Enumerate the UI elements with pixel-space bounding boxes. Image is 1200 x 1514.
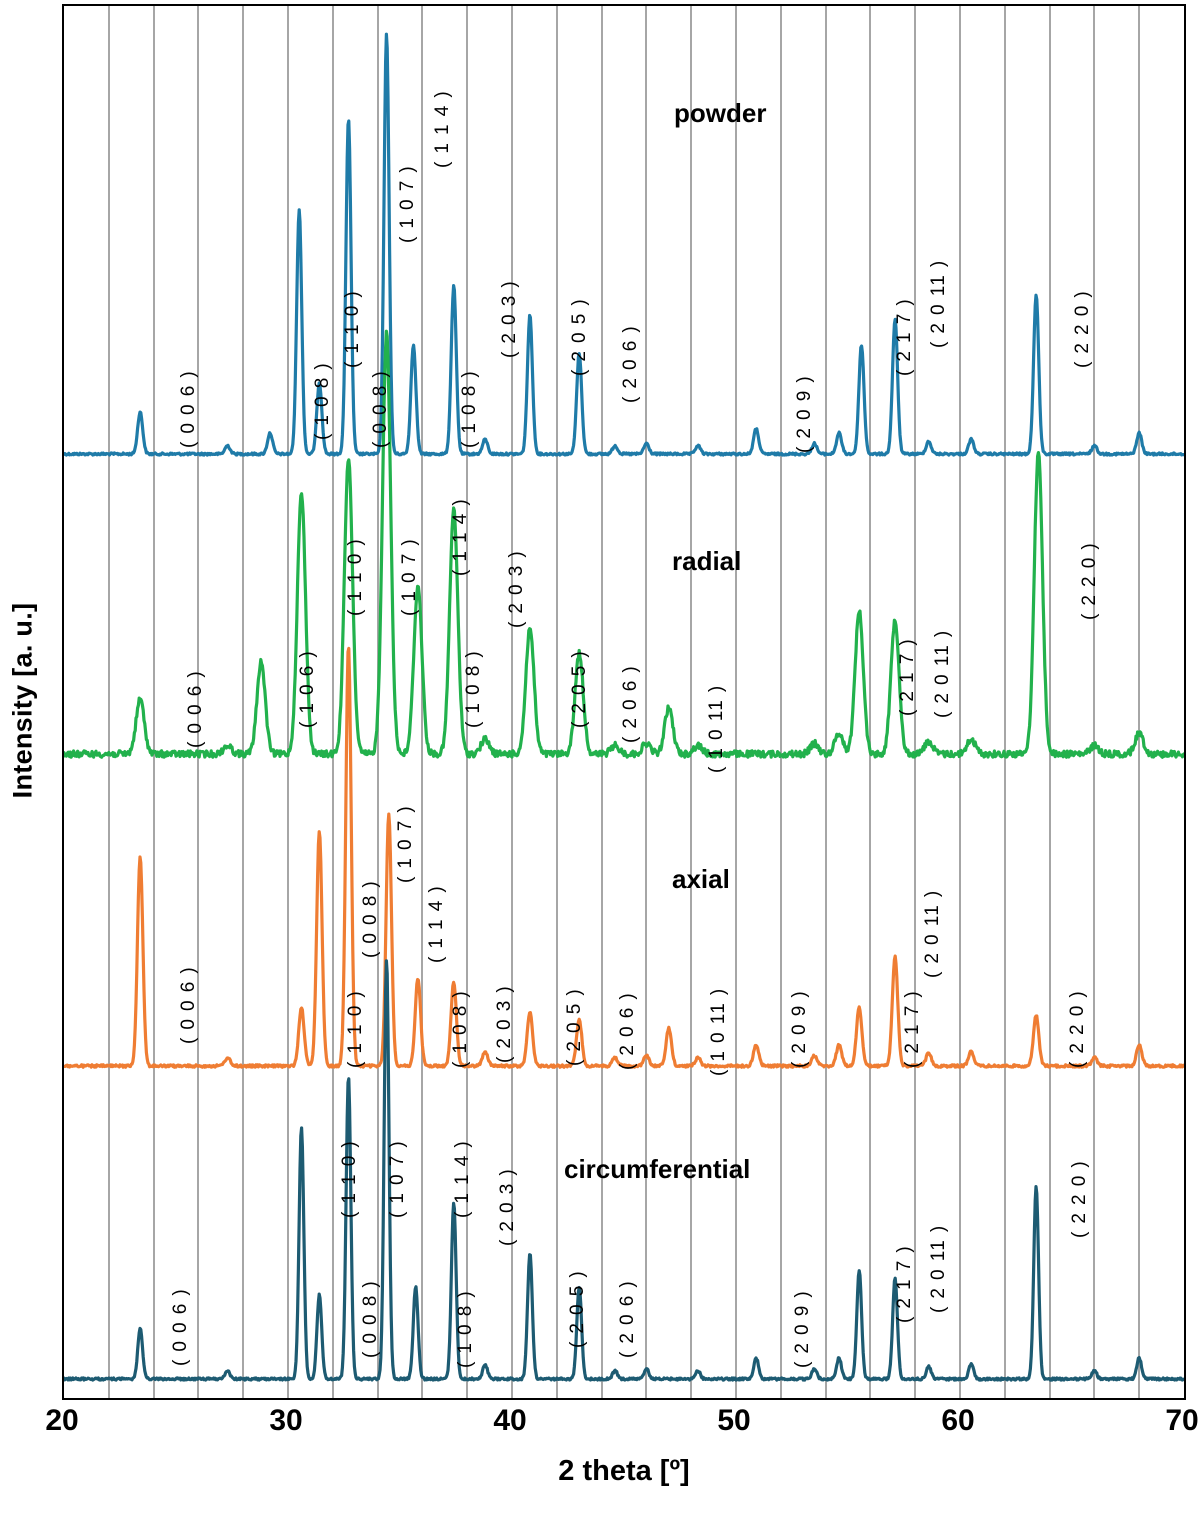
- peak-label: ( 2 0 11 ): [928, 259, 949, 348]
- peak-label: ( 2 2 0 ): [1067, 989, 1088, 1068]
- x-axis-ticks: [45, 1404, 1199, 1448]
- peak-label: ( 2 0 5 ): [564, 987, 585, 1066]
- peak-label: ( 2 0 9 ): [794, 374, 815, 453]
- peak-label: ( 2 0 11 ): [932, 629, 953, 718]
- peak-label: ( 1 0 8 ): [459, 369, 480, 448]
- x-tick-label: 60: [941, 1404, 975, 1437]
- peak-label: ( 1 0 7 ): [399, 537, 420, 616]
- peak-label: ( 1 1 4 ): [450, 497, 471, 576]
- peak-label: ( 0 0 6 ): [170, 1287, 191, 1366]
- peak-label: ( 2 0 5 ): [569, 649, 590, 728]
- peak-label: ( 1 1 0 ): [345, 989, 366, 1068]
- series-label-powder: powder: [674, 98, 767, 128]
- x-tick-label: 50: [717, 1404, 751, 1437]
- y-axis-label-text: Intensity [a. u.]: [7, 602, 38, 798]
- peak-label: ( 2 2 0 ): [1079, 541, 1100, 620]
- peak-label: ( 2 0 3 ): [497, 1167, 518, 1246]
- peak-label: ( 2 0 3 ): [499, 279, 520, 358]
- peak-label: ( 2 0 5 ): [567, 1269, 588, 1348]
- peak-label: ( 2 2 0 ): [1072, 289, 1093, 368]
- peak-label: ( 0 0 6 ): [178, 965, 199, 1044]
- peak-label: ( 2 0 6 ): [617, 1279, 638, 1358]
- series-label-axial: axial: [672, 864, 730, 894]
- peak-label: ( 2 0 3 ): [506, 549, 527, 628]
- peak-label: ( 2 0 6 ): [617, 991, 638, 1070]
- peak-label: ( 1 0 8 ): [455, 1289, 476, 1368]
- peak-label: ( 2 2 0 ): [1069, 1159, 1090, 1238]
- y-axis-label: [0, 0, 46, 1400]
- peak-label: ( 1 1 4 ): [452, 1139, 473, 1218]
- peak-label: ( 1 0 7 ): [397, 164, 418, 243]
- peak-label: ( 2 1 7 ): [894, 1244, 915, 1323]
- peak-label: ( 1 1 0 ): [345, 537, 366, 616]
- peak-label: ( 1 0 6 ): [297, 649, 318, 728]
- peak-label: ( 0 0 8 ): [370, 369, 391, 448]
- peak-label: ( 1 0 11 ): [708, 987, 729, 1076]
- peak-label: ( 1 0 8 ): [450, 989, 471, 1068]
- peak-label: ( 2 0 11 ): [922, 889, 943, 978]
- peak-label: ( 2 0 6 ): [620, 324, 641, 403]
- peak-label: ( 0 0 6 ): [185, 669, 206, 748]
- peak-label: ( 1 0 8 ): [312, 361, 333, 440]
- peak-label: ( 0 0 6 ): [178, 369, 199, 448]
- peak-label: ( 2 0 11 ): [928, 1224, 949, 1313]
- peak-label: ( 1 0 8 ): [463, 649, 484, 728]
- series-label-circumferential: circumferential: [564, 1154, 751, 1184]
- peak-label: ( 1 1 0 ): [342, 289, 363, 368]
- x-tick-label: 30: [269, 1404, 303, 1437]
- peak-label: ( 1 0 7 ): [395, 804, 416, 883]
- peak-label: ( 2 0 9 ): [792, 1289, 813, 1368]
- peak-label: ( 0 0 8 ): [360, 1279, 381, 1358]
- x-tick-label: 20: [45, 1404, 79, 1437]
- x-tick-label: 70: [1165, 1404, 1199, 1437]
- peak-label: ( 1 0 11 ): [706, 684, 727, 773]
- peak-label: ( 0 0 8 ): [360, 879, 381, 958]
- series-label-radial: radial: [672, 546, 742, 576]
- peak-label: ( 2 1 7 ): [894, 297, 915, 376]
- peak-label: ( 1 0 7 ): [387, 1139, 408, 1218]
- peak-label: ( 1 1 4 ): [432, 89, 453, 168]
- x-axis-label: 2 theta [º]: [558, 1455, 690, 1487]
- peak-label: ( 1 1 4 ): [426, 884, 447, 963]
- x-tick-label: 40: [493, 1404, 527, 1437]
- peak-label: ( 2 1 7 ): [902, 989, 923, 1068]
- peak-label: ( 1 1 0 ): [339, 1139, 360, 1218]
- peak-label: ( 2 0 3 ): [494, 984, 515, 1063]
- peak-label: ( 2 0 6 ): [620, 664, 641, 743]
- peak-label: ( 2 0 5 ): [569, 297, 590, 376]
- peak-label: ( 2 1 7 ): [897, 637, 918, 716]
- peak-label: ( 2 0 9 ): [789, 989, 810, 1068]
- plot-area: [62, 4, 1186, 1400]
